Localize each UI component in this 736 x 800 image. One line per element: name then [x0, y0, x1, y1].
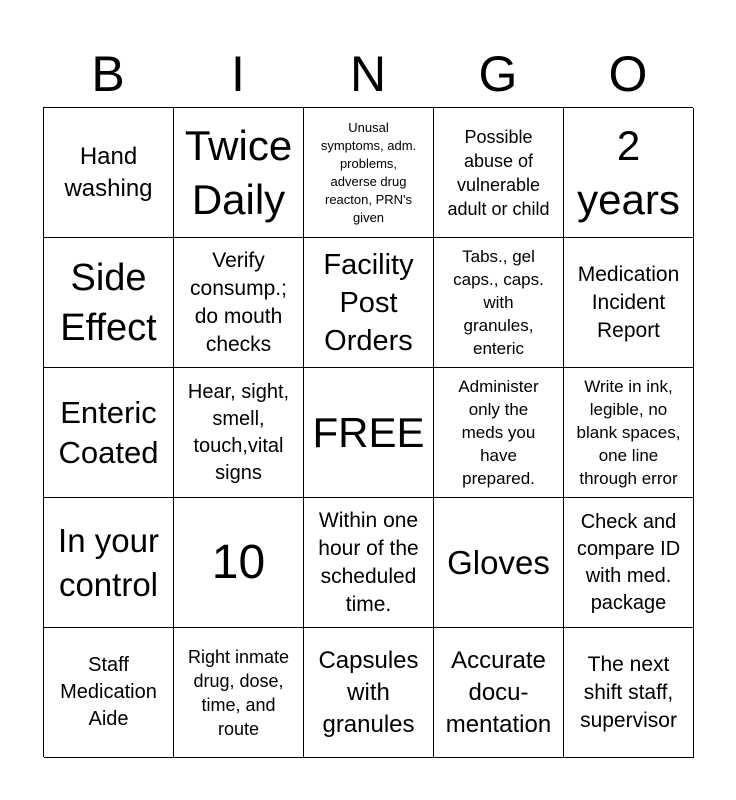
cell-text: Hear, sight, smell, touch,vital signs: [187, 380, 290, 484]
cell-text: Possible abuse of vulnerable adult or child: [447, 126, 550, 219]
bingo-cell[interactable]: [434, 108, 564, 238]
header-letter-n: N: [349, 46, 387, 102]
bingo-cell[interactable]: [304, 108, 434, 238]
cell-text: Within one hour of the scheduled time.: [318, 508, 419, 616]
cell-text: Administer only the meds you have prepared.: [458, 377, 539, 488]
bingo-cell[interactable]: [304, 498, 434, 628]
cell-text: Enteric Coated: [58, 394, 159, 470]
cell-text: Medication Incident Report: [577, 262, 680, 342]
cell-text: Write in ink, legible, no blank spaces, one line through error: [576, 377, 681, 488]
bingo-grid: [43, 107, 693, 757]
bingo-cell[interactable]: [564, 368, 694, 498]
cell-text: Staff Medication Aide: [60, 654, 157, 730]
bingo-cell[interactable]: [564, 498, 694, 628]
header-letter-i: I: [231, 46, 245, 102]
bingo-cell[interactable]: [44, 368, 174, 498]
cell-text: Facility Post Orders: [323, 248, 414, 357]
cell-text: Capsules with granules: [318, 646, 419, 738]
bingo-cell[interactable]: [304, 238, 434, 368]
cell-text: Check and compare ID with med. package: [576, 510, 681, 614]
bingo-cell[interactable]: [434, 498, 564, 628]
cell-text: Twice Daily: [184, 121, 293, 223]
bingo-cell[interactable]: [564, 238, 694, 368]
cell-text: FREE: [312, 408, 425, 456]
cell-text: 2 years: [577, 121, 680, 223]
bingo-cell[interactable]: [564, 108, 694, 238]
bingo-cell[interactable]: [304, 628, 434, 758]
bingo-header: [43, 40, 693, 108]
header-letter-g: G: [478, 46, 518, 102]
cell-text: 10: [211, 535, 266, 589]
bingo-cell[interactable]: [44, 238, 174, 368]
cell-text: Accurate docu- mentation: [445, 646, 552, 738]
cell-text: Right inmate drug, dose, time, and route: [187, 646, 290, 739]
cell-text: In your control: [58, 521, 159, 603]
cell-text: Hand washing: [64, 142, 153, 202]
bingo-cell[interactable]: [174, 368, 304, 498]
bingo-cell[interactable]: [434, 238, 564, 368]
bingo-cell[interactable]: [44, 108, 174, 238]
bingo-cell[interactable]: [174, 238, 304, 368]
bingo-cell[interactable]: [434, 628, 564, 758]
cell-text: Verify consump.; do mouth checks: [190, 248, 287, 356]
header-letter-b: B: [91, 46, 125, 102]
bingo-cell[interactable]: [564, 628, 694, 758]
cell-text: Side Effect: [60, 256, 157, 349]
cell-text: Unusal symptoms, adm. problems, adverse drug reacton, PRN's given: [320, 119, 417, 225]
bingo-cell[interactable]: [44, 628, 174, 758]
cell-text: Gloves: [447, 543, 550, 581]
bingo-cell[interactable]: [174, 108, 304, 238]
bingo-cell[interactable]: [434, 368, 564, 498]
free-space[interactable]: [304, 368, 434, 498]
header-letter-o: O: [608, 46, 648, 102]
bingo-cell[interactable]: [44, 498, 174, 628]
bingo-cell[interactable]: [174, 628, 304, 758]
cell-text: Tabs., gel caps., caps. with granules, enteric: [453, 247, 544, 358]
cell-text: The next shift staff, supervisor: [580, 652, 677, 732]
bingo-cell[interactable]: [174, 498, 304, 628]
